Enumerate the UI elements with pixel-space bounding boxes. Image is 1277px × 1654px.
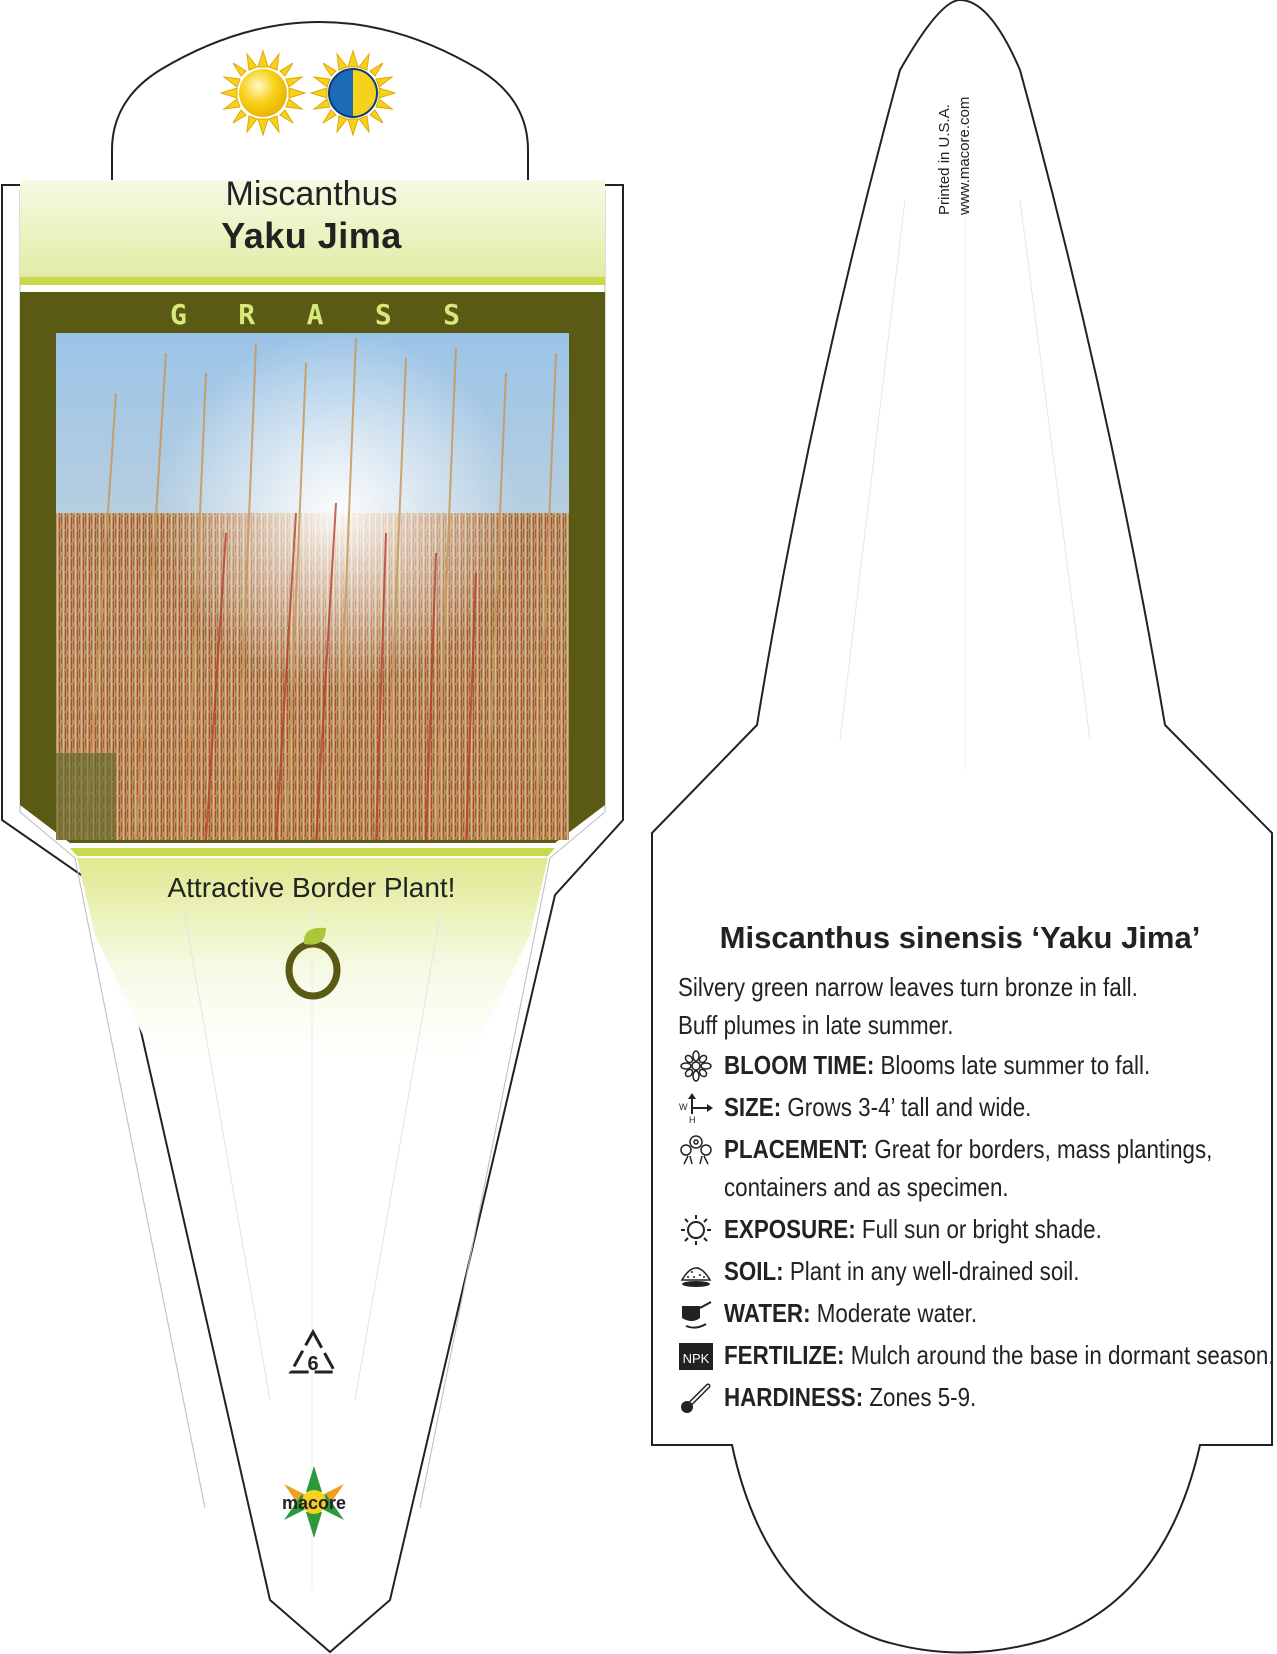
care-value: Zones 5-9. [869,1382,977,1412]
leaf-seed-icon [282,922,344,1000]
size-arrows-icon [678,1092,714,1124]
care-fertilize [678,1336,1277,1374]
care-label: SOIL: [724,1256,784,1286]
care-label: BLOOM TIME: [724,1050,875,1080]
care-value: Moderate water. [816,1298,978,1328]
plant-description: Silvery green narrow leaves turn bronze in fall. Buff plumes in late summer. [678,972,1138,1040]
sun-outline-icon [678,1214,714,1246]
category-letter: A [306,298,324,331]
care-exposure [678,1210,1277,1248]
care-label: PLACEMENT: [724,1134,869,1164]
care-label: HARDINESS: [724,1382,864,1412]
category-letter: S [443,298,460,331]
npk-bag-icon [678,1340,714,1372]
care-label: WATER: [724,1298,811,1328]
care-value: Great for borders, mass plantings, containers and as specimen. [724,1134,1213,1202]
npk-text: NPK [682,1351,710,1366]
website: www.macore.com [956,96,973,215]
care-placement [678,1130,1277,1206]
placement-flowers-icon [678,1134,714,1166]
category-letter: R [238,298,256,331]
care-soil [678,1252,1277,1290]
category-label [170,298,460,331]
flower-icon [678,1050,714,1082]
care-value: Mulch around the base in dormant season. [850,1340,1275,1370]
tagline: Attractive Border Plant! [167,872,456,903]
plant-photo [56,333,569,840]
care-value: Full sun or bright shade. [861,1214,1102,1244]
botanical-title: Miscanthus sinensis ‘Yaku Jima’ [719,920,1201,955]
care-label: FERTILIZE: [724,1340,845,1370]
care-value: Grows 3-4’ tall and wide. [787,1092,1032,1122]
care-label: EXPOSURE: [724,1214,856,1244]
plant-genus: Miscanthus [225,175,398,213]
care-hardiness [678,1378,1277,1416]
printed-info [935,55,973,215]
exposure-icons [218,48,398,138]
category-letter: G [170,298,187,331]
printed-in: Printed in U.S.A. [936,104,953,215]
full-sun-icon [221,51,305,135]
size-h-letter: H [689,1115,696,1124]
care-bloom-time [678,1046,1277,1084]
care-list [678,1046,1277,1420]
soil-pile-icon [678,1256,714,1288]
care-water [678,1294,1277,1332]
part-sun-icon [311,51,395,135]
category-letter: S [374,298,392,331]
care-size [678,1088,1277,1126]
care-label: SIZE: [724,1092,782,1122]
watering-can-icon [678,1298,714,1330]
care-value: Blooms late summer to fall. [880,1050,1151,1080]
size-w-letter: W [679,1102,688,1112]
plant-cultivar: Yaku Jima [221,215,402,256]
care-value: Plant in any well-drained soil. [789,1256,1080,1286]
brand-name: macore [281,1493,347,1513]
recycle-number: 6 [307,1353,319,1375]
thermometer-icon [678,1382,714,1414]
